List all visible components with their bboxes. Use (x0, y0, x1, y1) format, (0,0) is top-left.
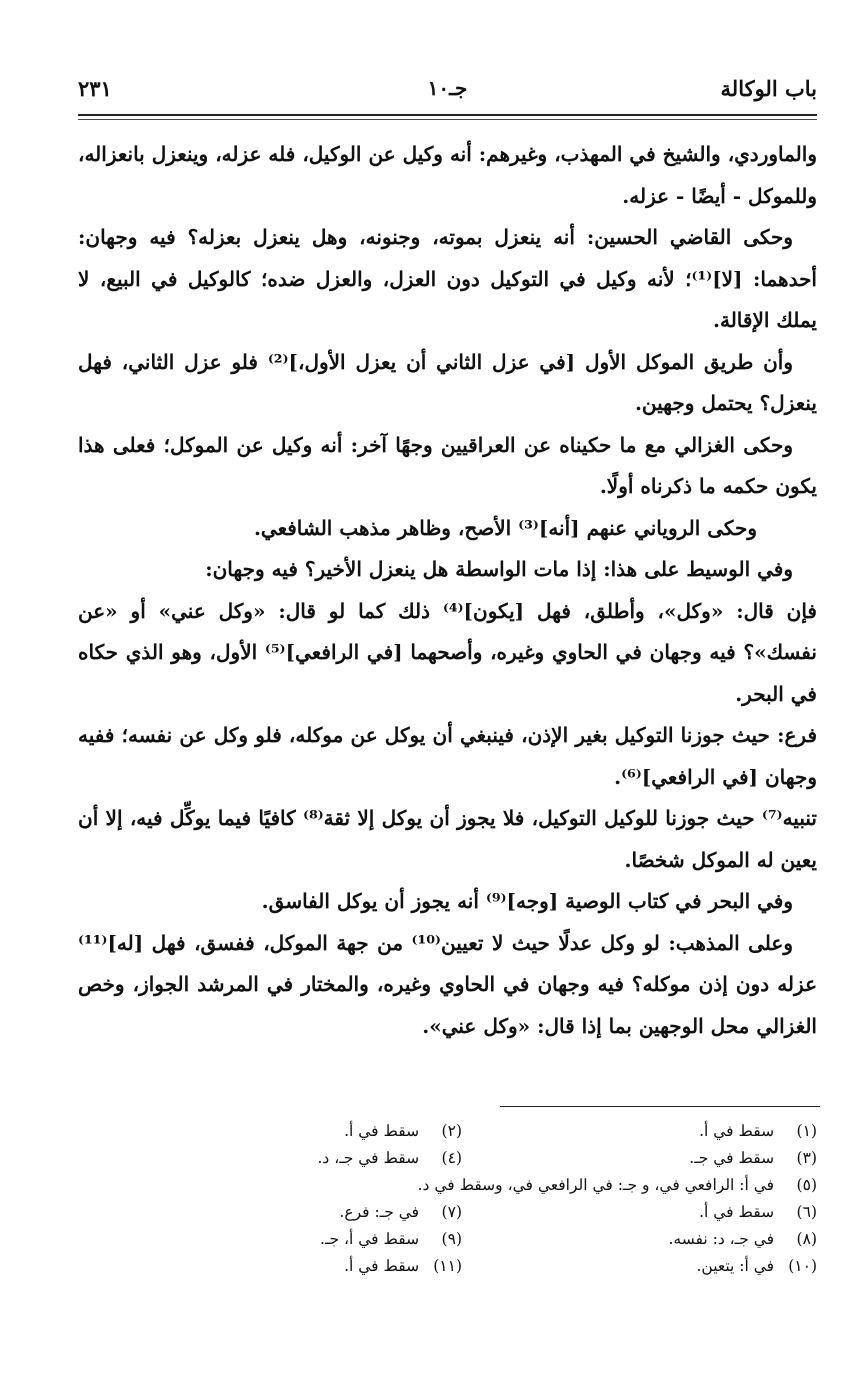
footnote (339, 1199, 462, 1226)
paragraph: وحكى الروياني عنهم [أنه]⁽³⁾ الأصح، وظاهر مذهب الشافعي. (253, 515, 757, 540)
footnote-text: في أ: يتعين. (696, 1257, 775, 1275)
footnote (317, 1145, 462, 1172)
section-title: باب الوكالة (720, 76, 817, 101)
footnote-number: (٩) (441, 1230, 462, 1248)
main-text (78, 134, 817, 1047)
footnote-text: سقط في جـ. (689, 1149, 775, 1167)
paragraph: وأن طريق الموكل الأول [في عزل الثاني أن يعزل الأول،]⁽²⁾ فلو عزل الثاني، فهل ينعزل؟ يحتمل وجهين. (78, 349, 817, 415)
paragraph: تنبيه⁽⁷⁾ حيث جوزنا للوكيل التوكيل، فلا يجوز أن يوكل إلا ثقة⁽⁸⁾ كافيًا فيما يوكِّل فيه، إلا أن يعين له الموكل شخصًا. (78, 806, 817, 872)
footnote (344, 1118, 462, 1145)
footnote (668, 1226, 817, 1253)
footnote (689, 1145, 817, 1172)
footnote (418, 1172, 817, 1199)
footnote-separator (500, 1106, 820, 1107)
footnote (320, 1226, 462, 1253)
footnotes (78, 1118, 817, 1280)
paragraph: فإن قال: «وكل»، وأطلق، فهل [يكون]⁽⁴⁾ ذلك كما لو قال: «وكل عني» أو «عن نفسك»؟ فيه وجهان في الحاوي وغيره، وأصحهما [في الرافعي]⁽⁵⁾ الأول، وهو الذي حكاه في البحر. (78, 598, 817, 706)
footnote-text: في جـ: فرع. (339, 1203, 420, 1221)
paragraph: فرع: حيث جوزنا التوكيل بغير الإذن، فينبغي أن يوكل عن موكله، فلو وكل عن نفسه؛ ففيه وجهان [في الرافعي]⁽⁶⁾. (78, 723, 818, 789)
footnote-text: سقط في أ. (699, 1122, 775, 1140)
footnote (344, 1253, 462, 1280)
paragraph: والماوردي، والشيخ في المهذب، وغيرهم: أنه وكيل عن الوكيل، فله عزله، وينعزل بانعزاله، وللموكل - أيضًا - عزله. (78, 142, 817, 208)
footnote-number: (٨) (796, 1230, 817, 1248)
footnote-text: سقط في أ. (344, 1257, 420, 1275)
footnote (699, 1199, 817, 1226)
footnote-number: (١١) (433, 1257, 462, 1275)
footnote-text: سقط في جـ، د. (317, 1149, 420, 1167)
footnote-text: سقط في أ، جـ. (320, 1230, 420, 1248)
paragraph: وعلى المذهب: لو وكل عدلًا حيث لا تعيين⁽¹⁰⁾ من جهة الموكل، ففسق، فهل [له]⁽¹¹⁾ عزله دون إذن موكله؟ فيه وجهان في الحاوي وغيره، والمختار في المرشد الجواز، وخص الغزالي محل الوجهين بما إذا قال: «وكل عني». (78, 930, 817, 1038)
header-rule-thin (78, 119, 817, 120)
paragraph: وفي البحر في كتاب الوصية [وجه]⁽⁹⁾ أنه يجوز أن يوكل الفاسق. (261, 889, 793, 913)
page-number: ٢٣١ (78, 76, 112, 101)
footnote-number: (٤) (441, 1149, 462, 1167)
footnote-row (78, 1145, 817, 1172)
footnote-number: (١٠) (788, 1257, 817, 1275)
footnote-text: سقط في أ. (344, 1122, 420, 1140)
footnote-text: سقط في أ. (699, 1203, 775, 1221)
footnote-text: في جـ، د: نفسه. (668, 1230, 775, 1248)
paragraph: وحكى الغزالي مع ما حكيناه عن العراقيين وجهًا آخر: أنه وكيل عن الموكل؛ فعلى هذا يكون حكمه ما ذكرناه أولًا. (78, 432, 817, 498)
footnote-number: (٦) (796, 1203, 817, 1221)
paragraph: وفي الوسيط على هذا: إذا مات الواسطة هل ينعزل الأخير؟ فيه وجهان: (205, 557, 793, 581)
footnote-number: (٧) (441, 1203, 462, 1221)
footnote (696, 1253, 817, 1280)
footnote-row (78, 1199, 817, 1226)
footnote-row (78, 1118, 817, 1145)
footnote-number: (١) (796, 1122, 817, 1140)
footnote-number: (٥) (796, 1176, 817, 1194)
footnote-row (78, 1172, 817, 1199)
footnote-number: (٢) (441, 1122, 462, 1140)
paragraph: وحكى القاضي الحسين: أنه ينعزل بموته، وجنونه، وهل ينعزل بعزله؟ فيه وجهان: أحدهما: [لا]⁽¹⁾؛ لأنه وكيل في التوكيل دون العزل، والعزل ضده؛ كالوكيل في البيع، لا يملك الإقالة. (78, 225, 817, 332)
running-header (78, 72, 817, 112)
footnote-number: (٣) (796, 1149, 817, 1167)
header-rule (78, 114, 817, 116)
footnote-text: في أ: الرافعي في، و جـ: في الرافعي في، وسقط في د. (417, 1176, 775, 1194)
footnote-row (78, 1253, 817, 1280)
footnote-row (78, 1226, 817, 1253)
volume-label: جـ١٠ (427, 76, 468, 100)
footnote (699, 1118, 817, 1145)
